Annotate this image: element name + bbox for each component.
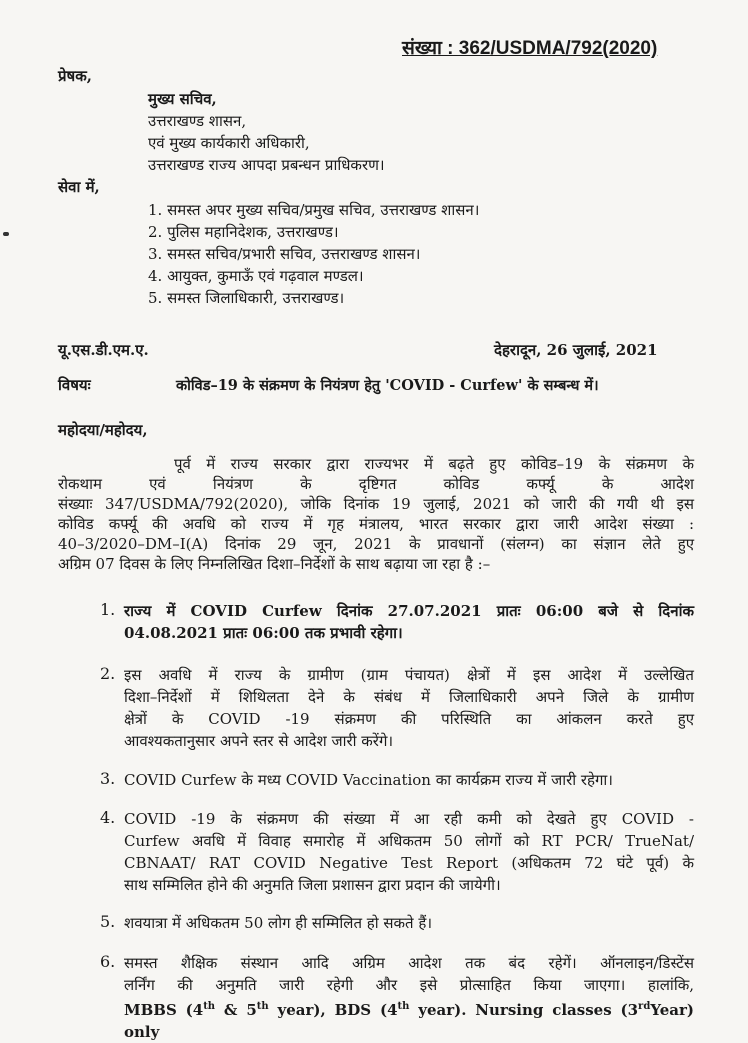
- point-line: साथ सम्मिलित होने की अनुमति जिला प्रशासन द्वारा प्रदान की जायेगी।: [124, 876, 501, 894]
- intro-line: संख्याः 347/USDMA/792(2020), जोकि दिनांक 19 जुलाई, 2021 को जारी की गयी थी इस: [58, 495, 694, 513]
- point-line: [124, 996, 694, 1043]
- recipient-item: 3. समस्त सचिव/प्रभारी सचिव, उत्तराखण्ड शासन।: [148, 245, 421, 263]
- recipient-item: 5. समस्त जिलाधिकारी, उत्तराखण्ड।: [148, 289, 345, 307]
- point-line: COVID -19 के संक्रमण की संख्या में आ रही कमी को देखते हुए COVID -: [124, 810, 694, 828]
- point-line: COVID Curfew के मध्य COVID Vaccination का कार्यक्रम राज्य में जारी रहेगा।: [124, 771, 613, 789]
- point-number: 3.: [100, 769, 116, 788]
- scan-mark: [3, 232, 9, 236]
- point-line: इस अवधि में राज्य के ग्रामीण (ग्राम पंचायत) क्षेत्रों में इस आदेश में उल्लेखित: [124, 666, 694, 684]
- intro-line: 40–3/2020–DM–I(A) दिनांक 29 जून, 2021 के प्रावधानों (संलग्न) का संज्ञान लेते हुए: [58, 535, 694, 553]
- sender-label: प्रेषक,: [58, 67, 92, 85]
- point-line: राज्य में COVID Curfew दिनांक 27.07.2021 प्रातः 06:00 बजे से दिनांक: [124, 602, 694, 620]
- text-fragment: year). Nursing classes (3: [409, 1001, 639, 1019]
- superscript: th: [397, 1001, 410, 1012]
- subject-label: विषयः: [58, 376, 91, 394]
- sender-line: उत्तराखण्ड शासन,: [148, 112, 247, 130]
- office-code: यू.एस.डी.एम.ए.: [58, 341, 149, 359]
- recipient-item: 1. समस्त अपर मुख्य सचिव/प्रमुख सचिव, उत्तराखण्ड शासन।: [148, 201, 480, 219]
- text-fragment: year), BDS (4: [268, 1001, 398, 1019]
- point-line: शवयात्रा में अधिकतम 50 लोग ही सम्मिलित हो सकते हैं।: [124, 914, 433, 932]
- point-text: [124, 952, 694, 1043]
- superscript: th: [203, 1001, 216, 1012]
- point-text: [124, 600, 694, 644]
- intro-line: कोविड कर्फ्यू की अवधि को राज्य में गृह मंत्रालय, भारत सरकार द्वारा जारी आदेश संख्या :: [58, 515, 694, 533]
- intro-paragraph: [58, 454, 694, 574]
- intro-line: अग्रिम 07 दिवस के लिए निम्नलिखित दिशा–निर्देशों के साथ बढ़ाया जा रहा है :–: [58, 555, 491, 573]
- point-number: 1.: [100, 600, 116, 619]
- subject-text: कोविड–19 के संक्रमण के नियंत्रण हेतु 'COVID - Curfew' के सम्बन्ध में।: [176, 377, 599, 394]
- sender-line: उत्तराखण्ड राज्य आपदा प्रबन्धन प्राधिकरण।: [148, 156, 385, 174]
- sender-line: मुख्य सचिव,: [148, 90, 217, 108]
- intro-line: पूर्व में राज्य सरकार द्वारा राज्यभर में बढ़ते हुए कोविड–19 के संक्रमण के: [174, 455, 694, 473]
- point-number: 2.: [100, 664, 116, 683]
- recipient-item: 2. पुलिस महानिदेशक, उत्तराखण्ड।: [148, 223, 339, 241]
- intro-line: रोकथाम एवं नियंत्रण के दृष्टिगत कोविड कर्फ्यू के आदेश: [58, 475, 694, 493]
- superscript: th: [256, 1001, 269, 1012]
- point-line: Curfew अवधि में विवाह समारोह में अधिकतम 50 लोगों को RT PCR/ TrueNat/: [124, 832, 694, 850]
- salutation: महोदया/महोदय,: [58, 421, 148, 439]
- point-text: [124, 912, 694, 934]
- reference-number: संख्या : 362/USDMA/792(2020): [402, 38, 658, 59]
- point-number: 5.: [100, 912, 116, 931]
- point-line: दिशा–निर्देशों में शिथिलता देने के संबंध में जिलाधिकारी अपने जिले के ग्रामीण: [124, 688, 694, 706]
- point-text: [124, 769, 694, 791]
- text-fragment: Year) only: [124, 1001, 694, 1041]
- point-number: 6.: [100, 952, 116, 971]
- point-text: [124, 808, 694, 896]
- text-fragment: MBBS (4: [124, 1001, 204, 1019]
- point-line: 04.08.2021 प्रातः 06:00 तक प्रभावी रहेगा।: [124, 624, 403, 642]
- point-line: लर्निंग की अनुमति जारी रहेगी और इसे प्रोत्साहित किया जाएगा। हालांकि,: [124, 976, 694, 994]
- point-line: आवश्यकतानुसार अपने स्तर से आदेश जारी करेंगे।: [124, 732, 394, 750]
- recipients-label: सेवा में,: [58, 178, 100, 196]
- point-number: 4.: [100, 808, 116, 827]
- point-line: क्षेत्रों के COVID -19 संक्रमण की परिस्थिति का आंकलन करते हुए: [124, 710, 694, 728]
- place-date: देहरादून, 26 जुलाई, 2021: [494, 341, 658, 359]
- point-line: समस्त शैक्षिक संस्थान आदि अग्रिम आदेश तक बंद रहेगें। ऑनलाइन/डिस्टेंस: [124, 954, 694, 972]
- point-text: [124, 664, 694, 752]
- superscript: rd: [638, 1001, 651, 1012]
- sender-line: एवं मुख्य कार्यकारी अधिकारी,: [148, 134, 310, 152]
- recipient-item: 4. आयुक्त, कुमाऊँ एवं गढ़वाल मण्डल।: [148, 267, 364, 285]
- point-line: CBNAAT/ RAT COVID Negative Test Report (अधिकतम 72 घंटे पूर्व) के: [124, 854, 694, 872]
- text-fragment: & 5: [215, 1001, 257, 1019]
